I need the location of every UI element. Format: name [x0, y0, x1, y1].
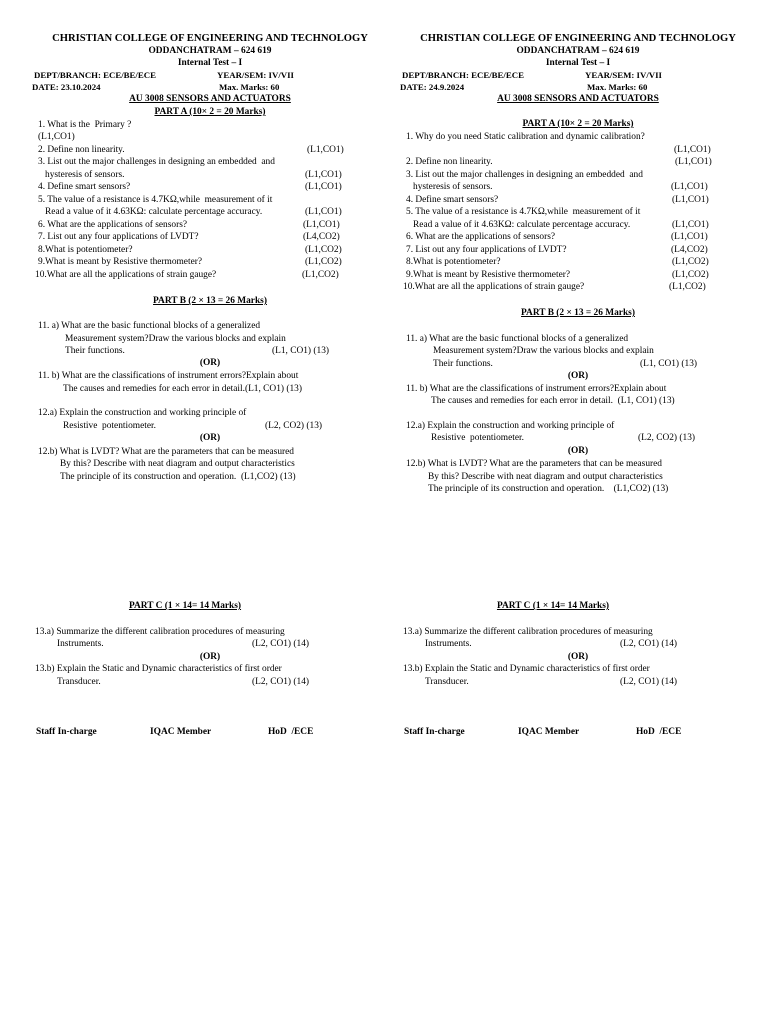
- co-code: (L1,CO1): [674, 145, 711, 155]
- part-a-line: [406, 256, 756, 268]
- signature-iqac: IQAC Member: [150, 727, 212, 737]
- co-code: (L1,CO1): [672, 220, 709, 230]
- q12b-line: The principle of its construction and operation. (L1,CO2) (13): [428, 484, 669, 494]
- part-a-line: [38, 194, 388, 206]
- part-a-line: [38, 119, 388, 131]
- question-text: 5. The value of a resistance is 4.7KΩ,while measurement of it: [38, 195, 273, 205]
- question-text: 3. List out the major challenges in designing an embedded and: [406, 170, 643, 180]
- q11a-line: Measurement system?Draw the various blocks and explain: [65, 334, 286, 344]
- or-separator: (OR): [199, 433, 221, 443]
- question-text: 1. Why do you need Static calibration and dynamic calibration?: [406, 132, 645, 142]
- college-address: ODDANCHATRAM – 624 619: [148, 46, 272, 56]
- q12b-line: By this? Describe with neat diagram and output characteristics: [428, 472, 663, 482]
- part-a-line: [38, 131, 388, 143]
- q12b-line: 12.b) What is LVDT? What are the parameters that can be measured: [406, 459, 662, 469]
- co-code: (L2, CO1) (14): [620, 639, 678, 649]
- q11b-line: The causes and remedies for each error in detail.(L1, CO1) (13): [63, 384, 302, 394]
- part-a-line: [38, 181, 388, 193]
- part-a-line: [38, 231, 388, 243]
- co-code: (L1,CO1): [305, 170, 342, 180]
- co-code: (L1,CO2): [669, 282, 706, 292]
- part-a-line: [406, 219, 756, 231]
- question-text: 2. Define non linearity.: [38, 145, 125, 155]
- co-code: (L1,CO2): [305, 257, 342, 267]
- question-text: 4. Define smart sensors?: [406, 195, 499, 205]
- part-a-line: [406, 206, 756, 218]
- co-code: (L2, CO2) (13): [265, 421, 323, 431]
- co-code: (L1,CO1): [305, 207, 342, 217]
- co-code: (L1,CO1): [672, 195, 709, 205]
- co-code: (L2, CO2) (13): [638, 433, 696, 443]
- question-text: 10.What are all the applications of strain gauge?: [35, 270, 217, 280]
- part-c-title: PART C (1 × 14= 14 Marks): [496, 601, 610, 611]
- part-a-line: [38, 206, 388, 218]
- or-separator: (OR): [199, 358, 221, 368]
- subject-title: AU 3008 SENSORS AND ACTUATORS: [497, 94, 659, 104]
- q12a-line: 12.a) Explain the construction and working principle of: [38, 408, 247, 418]
- co-code: (L1,CO2): [672, 257, 709, 267]
- q12b-line: The principle of its construction and operation. (L1,CO2) (13): [60, 472, 296, 482]
- test-name: Internal Test – I: [177, 58, 243, 68]
- question-text: 7. List out any four applications of LVDT?: [38, 232, 199, 242]
- part-a-line: [38, 219, 388, 231]
- question-text: (L1,CO1): [38, 132, 75, 142]
- college-name: CHRISTIAN COLLEGE OF ENGINEERING AND TECHNOLOGY: [420, 33, 736, 44]
- college-address: ODDANCHATRAM – 624 619: [516, 46, 640, 56]
- max-marks: Max. Marks: 60: [587, 82, 648, 92]
- signature-hod: HoD /ECE: [636, 727, 682, 737]
- part-a-line: [35, 269, 388, 281]
- test-name: Internal Test – I: [545, 58, 611, 68]
- question-text: 9.What is meant by Resistive thermometer?: [38, 257, 203, 267]
- question-text: Read a value of it 4.63KΩ: calculate percentage accuracy.: [38, 207, 263, 217]
- question-text: 6. What are the applications of sensors?: [406, 232, 555, 242]
- signature-staff: Staff In-charge: [36, 727, 97, 737]
- co-code: (L1,CO2): [305, 245, 342, 255]
- part-b-title: PART B (2 × 13 = 26 Marks): [153, 296, 267, 306]
- question-text: 1. What is the Primary ?: [38, 120, 132, 130]
- or-separator: (OR): [567, 652, 589, 662]
- q12a-line: Resistive potentiometer.: [63, 421, 156, 431]
- q11a-line: Their functions.: [65, 346, 125, 356]
- question-text: 6. What are the applications of sensors?: [38, 220, 187, 230]
- part-c-title: PART C (1 × 14= 14 Marks): [128, 601, 242, 611]
- question-text: 3. List out the major challenges in designing an embedded and: [38, 157, 275, 167]
- year-sem: YEAR/SEM: IV/VII: [585, 70, 662, 80]
- question-text: Read a value of it 4.63KΩ: calculate percentage accuracy.: [406, 220, 631, 230]
- part-a-title: PART A (10× 2 = 20 Marks): [522, 119, 634, 129]
- question-text: 7. List out any four applications of LVDT?: [406, 245, 567, 255]
- exam-date: DATE: 23.10.2024: [32, 82, 101, 92]
- co-code: (L1,CO1): [671, 232, 708, 242]
- part-a-line: [406, 231, 756, 243]
- part-a-line: [38, 256, 388, 268]
- college-name: CHRISTIAN COLLEGE OF ENGINEERING AND TECHNOLOGY: [52, 33, 368, 44]
- co-code: (L1,CO1): [675, 157, 712, 167]
- question-text: 9.What is meant by Resistive thermometer?: [406, 270, 571, 280]
- q11a-line: 11. a) What are the basic functional blocks of a generalized: [406, 334, 629, 344]
- q11a-line: Measurement system?Draw the various blocks and explain: [433, 346, 654, 356]
- q13b-line: Transducer.: [425, 677, 469, 687]
- question-text: 8.What is potentiometer?: [406, 257, 501, 267]
- q11a-line: Their functions.: [433, 359, 493, 369]
- year-sem: YEAR/SEM: IV/VII: [217, 70, 294, 80]
- q11b-line: The causes and remedies for each error in detail. (L1, CO1) (13): [431, 396, 675, 406]
- max-marks: Max. Marks: 60: [219, 82, 280, 92]
- question-text: hysteresis of sensors.: [38, 170, 125, 180]
- co-code: (L1,CO1): [671, 182, 708, 192]
- q13b-line: 13.b) Explain the Static and Dynamic characteristics of first order: [35, 664, 282, 674]
- subject-title: AU 3008 SENSORS AND ACTUATORS: [129, 94, 291, 104]
- q12b-line: 12.b) What is LVDT? What are the parameters that can be measured: [38, 447, 294, 457]
- q11b-line: 11. b) What are the classifications of instrument errors?Explain about: [38, 371, 299, 381]
- or-separator: (OR): [199, 652, 221, 662]
- co-code: (L1, CO1) (13): [272, 346, 330, 356]
- co-code: (L2, CO1) (14): [252, 677, 310, 687]
- q13a-line: Instruments.: [57, 639, 104, 649]
- co-code: (L1,CO1): [307, 145, 344, 155]
- part-a-line: [406, 244, 756, 256]
- q12b-line: By this? Describe with neat diagram and output characteristics: [60, 459, 295, 469]
- q12a-line: Resistive potentiometer.: [431, 433, 524, 443]
- part-a-line: [406, 181, 756, 193]
- q11a-line: 11. a) What are the basic functional blocks of a generalized: [38, 321, 261, 331]
- question-text: hysteresis of sensors.: [406, 182, 493, 192]
- part-a-line: [403, 281, 756, 293]
- co-code: (L2, CO1) (14): [620, 677, 678, 687]
- part-a-line: [406, 131, 756, 143]
- part-a-line: [406, 269, 756, 281]
- signature-staff: Staff In-charge: [404, 727, 465, 737]
- part-a-line: [406, 194, 756, 206]
- part-a-title: PART A (10× 2 = 20 Marks): [154, 107, 266, 117]
- co-code: (L1,CO2): [302, 270, 339, 280]
- part-a-line: [406, 156, 756, 168]
- part-a-line: [38, 169, 388, 181]
- q12a-line: 12.a) Explain the construction and working principle of: [406, 421, 615, 431]
- q11b-line: 11. b) What are the classifications of instrument errors?Explain about: [406, 384, 667, 394]
- dept-branch: DEPT/BRANCH: ECE/BE/ECE: [402, 70, 524, 80]
- q13a-line: 13.a) Summarize the different calibration procedures of measuring: [35, 627, 285, 637]
- co-code: (L1,CO1): [305, 182, 342, 192]
- question-text: 5. The value of a resistance is 4.7KΩ,while measurement of it: [406, 207, 641, 217]
- question-text: 2. Define non linearity.: [406, 157, 493, 167]
- q13a-line: Instruments.: [425, 639, 472, 649]
- or-separator: (OR): [567, 371, 589, 381]
- co-code: (L1, CO1) (13): [640, 359, 698, 369]
- part-a-line: [406, 169, 756, 181]
- part-a-line: [38, 156, 388, 168]
- q13b-line: 13.b) Explain the Static and Dynamic characteristics of first order: [403, 664, 650, 674]
- signature-hod: HoD /ECE: [268, 727, 314, 737]
- co-code: (L4,CO2): [671, 245, 708, 255]
- question-text: 10.What are all the applications of strain gauge?: [403, 282, 585, 292]
- dept-branch: DEPT/BRANCH: ECE/BE/ECE: [34, 70, 156, 80]
- part-b-title: PART B (2 × 13 = 26 Marks): [521, 308, 635, 318]
- co-code: (L1,CO2): [672, 270, 709, 280]
- exam-date: DATE: 24.9.2024: [400, 82, 465, 92]
- q13a-line: 13.a) Summarize the different calibration procedures of measuring: [403, 627, 653, 637]
- co-code: (L2, CO1) (14): [252, 639, 310, 649]
- or-separator: (OR): [567, 446, 589, 456]
- co-code: (L4,CO2): [303, 232, 340, 242]
- part-a-line: [38, 244, 388, 256]
- q13b-line: Transducer.: [57, 677, 101, 687]
- part-a-line: [38, 144, 388, 156]
- question-text: 4. Define smart sensors?: [38, 182, 131, 192]
- co-code: (L1,CO1): [303, 220, 340, 230]
- signature-iqac: IQAC Member: [518, 727, 580, 737]
- question-text: 8.What is potentiometer?: [38, 245, 133, 255]
